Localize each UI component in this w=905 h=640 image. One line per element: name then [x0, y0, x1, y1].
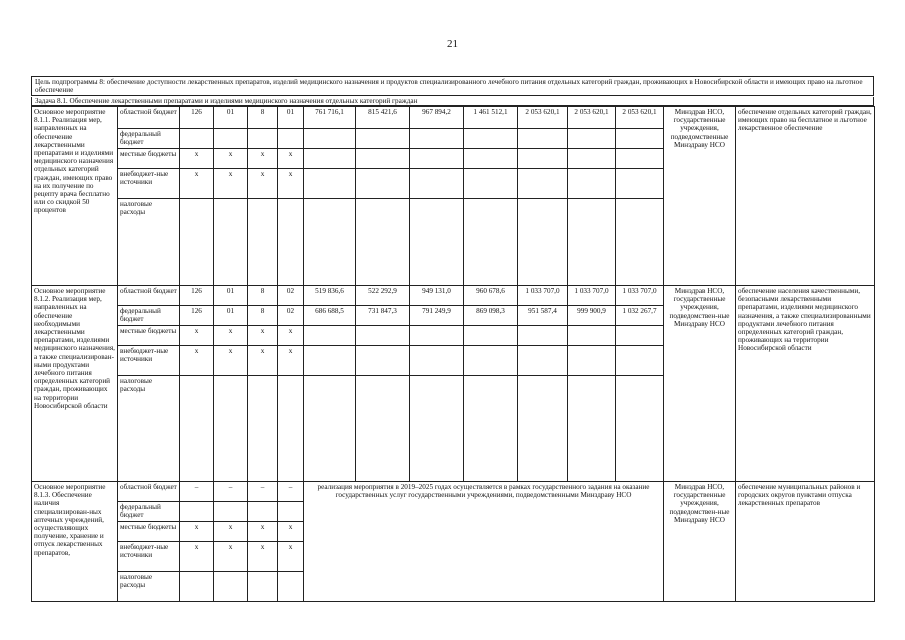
amount-cell	[518, 376, 568, 482]
table-row	[32, 482, 875, 502]
budget-code-cell: x	[248, 169, 278, 199]
funding-source-cell: федеральный бюджет	[118, 502, 180, 522]
budget-code-cell	[248, 502, 278, 522]
table-row	[32, 107, 875, 129]
amount-cell: 519 836,6	[304, 286, 356, 306]
amount-cell	[304, 149, 356, 169]
budget-code-cell: 02	[278, 286, 304, 306]
amount-cell	[464, 376, 518, 482]
budget-code-cell: x	[180, 346, 214, 376]
budget-code-cell: 01	[214, 306, 248, 326]
amount-cell: 686 688,5	[304, 306, 356, 326]
amount-cell: 1 032 267,7	[616, 306, 664, 326]
executor-cell: Минздрав НСО, государственные учреждения, подведомствен-ные Минздраву НСО	[664, 286, 736, 482]
funding-source-cell: внебюджет-ные источники	[118, 169, 180, 199]
amount-cell: 815 421,6	[356, 107, 410, 129]
budget-code-cell	[278, 129, 304, 149]
measure-name-cell: Основное мероприятие 8.1.1. Реализация мер, направленных на обеспечение лекарственными препаратами и изделиями медицинского назначения отдельных категорий граждан, имеющих право на их получение по рецепту врача бесплатно или со скидкой 50 процентов	[32, 107, 118, 286]
amount-cell	[304, 129, 356, 149]
budget-code-cell: x	[248, 326, 278, 346]
amount-cell	[616, 326, 664, 346]
budget-code-cell: x	[180, 326, 214, 346]
budget-code-cell	[180, 502, 214, 522]
executor-cell: Минздрав НСО, государственные учреждения, подведомствен-ные Минздраву НСО	[664, 482, 736, 602]
budget-code-cell	[214, 572, 248, 602]
budget-code-cell	[180, 376, 214, 482]
amount-cell	[304, 376, 356, 482]
amount-cell	[304, 346, 356, 376]
budget-code-cell: 8	[248, 286, 278, 306]
budget-code-cell: 01	[214, 286, 248, 306]
budget-code-cell	[180, 129, 214, 149]
budget-code-cell	[180, 199, 214, 286]
amount-cell	[356, 346, 410, 376]
amount-cell	[464, 169, 518, 199]
amount-cell	[568, 326, 616, 346]
page-number: 21	[447, 38, 458, 50]
result-cell: обеспечение отдельных категорий граждан, имеющих право на бесплатное и льготное лекарственное обеспечение	[736, 107, 875, 286]
amount-cell	[410, 149, 464, 169]
amount-cell	[464, 346, 518, 376]
budget-code-cell: –	[214, 482, 248, 502]
funding-source-cell: местные бюджеты	[118, 149, 180, 169]
budget-code-cell: x	[180, 522, 214, 542]
amount-cell	[616, 149, 664, 169]
executor-cell: Минздрав НСО, государственные учреждения, подведомственные Минздраву НСО	[664, 107, 736, 286]
budget-code-cell: 126	[180, 107, 214, 129]
amount-cell: 1 033 707,0	[568, 286, 616, 306]
budget-code-cell	[214, 376, 248, 482]
amount-cell	[616, 376, 664, 482]
budget-code-cell: x	[278, 169, 304, 199]
funding-source-cell: налоговые расходы	[118, 199, 180, 286]
amount-cell	[410, 346, 464, 376]
table-row	[32, 286, 875, 306]
amount-cell	[568, 149, 616, 169]
budget-code-cell: x	[180, 149, 214, 169]
funding-source-cell: областной бюджет	[118, 107, 180, 129]
budget-code-cell: x	[248, 542, 278, 572]
amount-cell	[410, 326, 464, 346]
result-cell: обеспечение муниципальных районов и городских округов пунктами отпуска лекарственных препаратов	[736, 482, 875, 602]
amount-cell	[464, 129, 518, 149]
budget-code-cell	[248, 572, 278, 602]
amount-cell: 960 678,6	[464, 286, 518, 306]
amount-cell	[568, 376, 616, 482]
task-row: Задача 8.1. Обеспечение лекарственными препаратами и изделиями медицинского назначения отдельных категорий граждан	[31, 97, 874, 106]
goal-row: Цель подпрограммы 8: обеспечение доступности лекарственных препаратов, изделий медицинского назначения и продуктов специализированного лечебного питания отдельных категорий граждан, проживающих в Новосибирской области и имеющих право на льготное обеспечение	[31, 76, 874, 96]
budget-code-cell: x	[278, 522, 304, 542]
budget-code-cell: –	[278, 482, 304, 502]
funding-source-cell: федеральный бюджет	[118, 129, 180, 149]
amount-cell	[518, 129, 568, 149]
amount-cell: 2 053 620,1	[616, 107, 664, 129]
note-cell: реализация мероприятия в 2019–2025 годах осуществляется в рамках государственного задания на оказание государственных услуг государственными учреждениями, подведомственными Минздраву НСО	[304, 482, 664, 602]
amount-cell	[518, 199, 568, 286]
budget-code-cell: 126	[180, 306, 214, 326]
budget-code-cell: x	[180, 542, 214, 572]
budget-code-cell: –	[180, 482, 214, 502]
amount-cell	[518, 169, 568, 199]
result-cell: обеспечение населения качественными, безопасными лекарственными препаратами, изделиями медицинского назначения, а также специализированными продуктами лечебного питания определенных категорий граждан, проживающих на территории Новосибирской области	[736, 286, 875, 482]
amount-cell	[304, 199, 356, 286]
budget-code-cell: x	[214, 169, 248, 199]
amount-cell	[518, 346, 568, 376]
amount-cell: 1 461 512,1	[464, 107, 518, 129]
amount-cell	[518, 149, 568, 169]
measure-name-cell: Основное мероприятие 8.1.3. Обеспечение наличия специализирован-ных аптечных учреждений, осуществляющих получение, хранение и отпуск лекарственных препаратов,	[32, 482, 118, 602]
budget-code-cell: –	[248, 482, 278, 502]
budget-code-cell: 01	[278, 107, 304, 129]
amount-cell	[616, 346, 664, 376]
budget-code-cell: x	[214, 326, 248, 346]
amount-cell	[518, 326, 568, 346]
funding-source-cell: местные бюджеты	[118, 326, 180, 346]
amount-cell: 2 053 620,1	[568, 107, 616, 129]
funding-source-cell: внебюджет-ные источники	[118, 346, 180, 376]
amount-cell	[356, 199, 410, 286]
budget-code-cell: 8	[248, 107, 278, 129]
budget-code-cell	[278, 502, 304, 522]
amount-cell	[410, 169, 464, 199]
amount-cell	[356, 129, 410, 149]
budget-code-cell: x	[248, 522, 278, 542]
amount-cell	[464, 149, 518, 169]
budget-code-cell: x	[214, 346, 248, 376]
budget-code-cell: 01	[214, 107, 248, 129]
funding-source-cell: внебюджет-ные источники	[118, 542, 180, 572]
funding-source-cell: областной бюджет	[118, 482, 180, 502]
amount-cell: 869 098,3	[464, 306, 518, 326]
amount-cell: 2 053 620,1	[518, 107, 568, 129]
amount-cell	[356, 376, 410, 482]
amount-cell: 999 900,9	[568, 306, 616, 326]
measures-table	[31, 106, 875, 602]
measure-name-cell: Основное мероприятие 8.1.2. Реализация мер, направленных на обеспечение необходимыми лекарственными препаратами, изделиями медицинского назначения, а также специализирован-ными продуктами лечебного питания определенных категорий граждан, проживающих на территории Новосибирской области	[32, 286, 118, 482]
budget-code-cell: x	[278, 542, 304, 572]
budget-code-cell: x	[278, 326, 304, 346]
budget-code-cell: x	[214, 522, 248, 542]
amount-cell	[568, 199, 616, 286]
amount-cell: 1 033 707,0	[616, 286, 664, 306]
budget-code-cell	[248, 199, 278, 286]
program-table	[31, 76, 876, 606]
budget-code-cell: x	[278, 346, 304, 376]
budget-code-cell: x	[214, 542, 248, 572]
amount-cell	[356, 149, 410, 169]
funding-source-cell: налоговые расходы	[118, 572, 180, 602]
budget-code-cell: x	[278, 149, 304, 169]
amount-cell	[464, 199, 518, 286]
budget-code-cell: 8	[248, 306, 278, 326]
budget-code-cell	[214, 129, 248, 149]
budget-code-cell	[278, 572, 304, 602]
amount-cell	[304, 169, 356, 199]
budget-code-cell	[248, 129, 278, 149]
amount-cell	[616, 169, 664, 199]
amount-cell	[616, 199, 664, 286]
amount-cell: 731 847,3	[356, 306, 410, 326]
amount-cell	[304, 326, 356, 346]
amount-cell: 791 249,9	[410, 306, 464, 326]
amount-cell: 1 033 707,0	[518, 286, 568, 306]
budget-code-cell	[214, 502, 248, 522]
budget-code-cell: 126	[180, 286, 214, 306]
funding-source-cell: федеральный бюджет	[118, 306, 180, 326]
amount-cell	[410, 129, 464, 149]
budget-code-cell	[214, 199, 248, 286]
funding-source-cell: местные бюджеты	[118, 522, 180, 542]
amount-cell: 761 716,1	[304, 107, 356, 129]
amount-cell	[356, 169, 410, 199]
budget-code-cell	[278, 376, 304, 482]
budget-code-cell: x	[214, 149, 248, 169]
budget-code-cell	[180, 572, 214, 602]
funding-source-cell: областной бюджет	[118, 286, 180, 306]
budget-code-cell: x	[248, 346, 278, 376]
amount-cell	[568, 346, 616, 376]
amount-cell	[356, 326, 410, 346]
budget-code-cell: x	[180, 169, 214, 199]
amount-cell	[410, 376, 464, 482]
funding-source-cell: налоговые расходы	[118, 376, 180, 482]
amount-cell: 949 131,0	[410, 286, 464, 306]
amount-cell	[616, 129, 664, 149]
budget-code-cell: x	[248, 149, 278, 169]
budget-code-cell	[278, 199, 304, 286]
amount-cell	[568, 169, 616, 199]
amount-cell: 951 587,4	[518, 306, 568, 326]
budget-code-cell: 02	[278, 306, 304, 326]
amount-cell: 522 292,9	[356, 286, 410, 306]
amount-cell	[568, 129, 616, 149]
amount-cell	[410, 199, 464, 286]
budget-code-cell	[248, 376, 278, 482]
amount-cell: 967 894,2	[410, 107, 464, 129]
amount-cell	[464, 326, 518, 346]
